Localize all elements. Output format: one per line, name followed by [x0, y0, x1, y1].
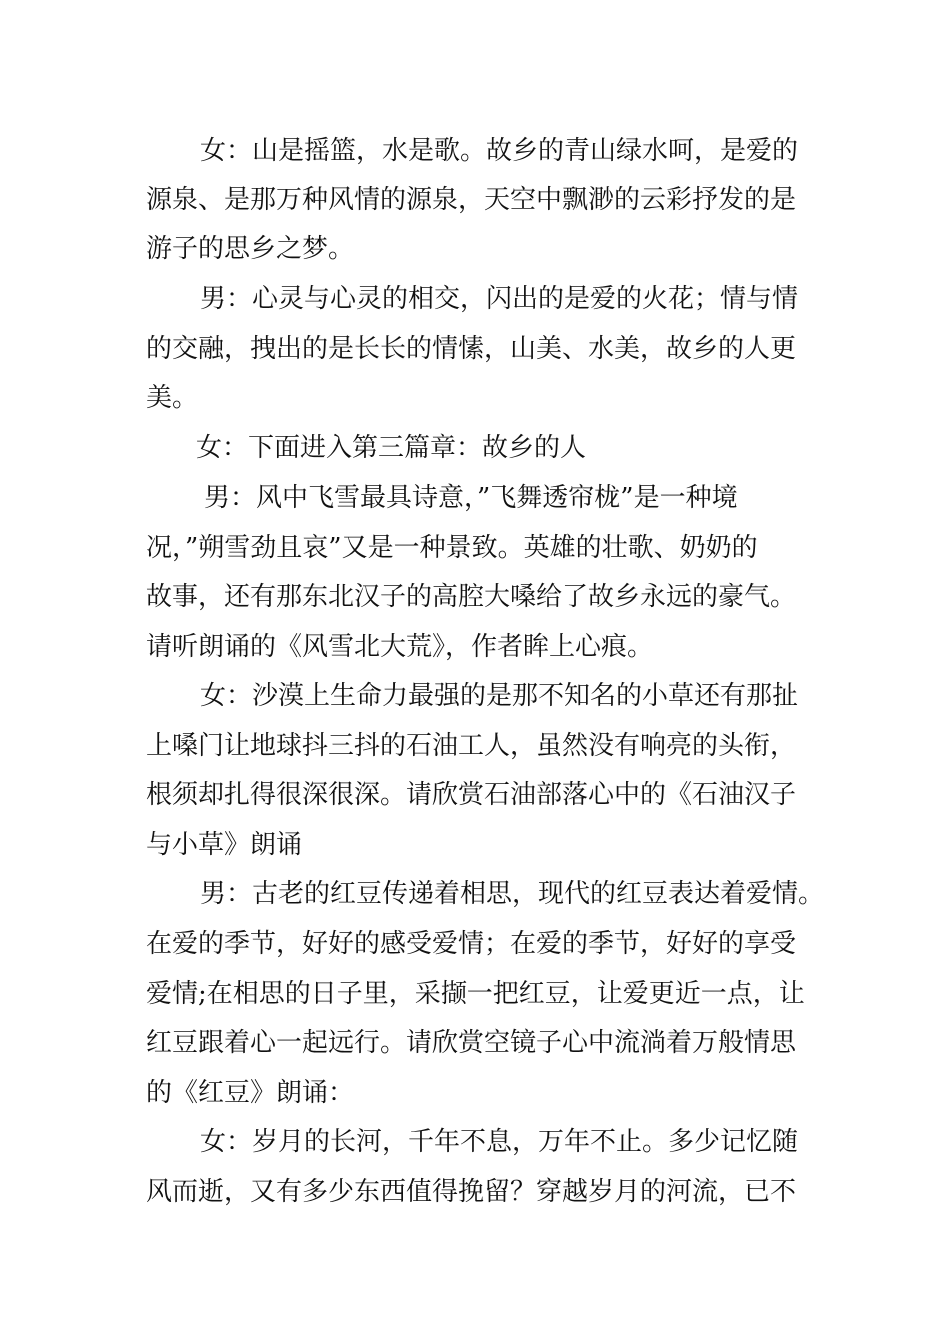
text-line: 上嗓门让地球抖三抖的石油工人，虽然没有响亮的头衔， [146, 731, 797, 761]
text-line: 在爱的季节，好好的感受爱情；在爱的季节，好好的享受 [146, 929, 797, 959]
text-line: 故事，还有那东北汉子的高腔大嗓给了故乡永远的豪气。 [146, 582, 797, 612]
text-line: 况，”朔雪劲且哀”又是一种景致。英雄的壮歌、奶奶的 [146, 533, 758, 563]
text-line: 游子的思乡之梦。 [146, 234, 355, 264]
text-line: 的交融，拽出的是长长的情愫，山美、水美，故乡的人更 [146, 334, 797, 364]
text-line: 红豆跟着心一起远行。请欣赏空镜子心中流淌着万般情思 [146, 1028, 797, 1058]
text-line: 根须却扎得很深很深。请欣赏石油部落心中的《石油汉子 [146, 780, 797, 810]
text-line: 女：山是摇篮，水是歌。故乡的青山绿水呵，是爱的 [200, 136, 799, 166]
text-line: 男：心灵与心灵的相交，闪出的是爱的火花；情与情 [200, 284, 799, 314]
text-line: 与小草》朗诵 [146, 830, 303, 860]
text-line: 请听朗诵的《风雪北大荒》，作者眸上心痕。 [146, 632, 654, 662]
text-line: 男：古老的红豆传递着相思，现代的红豆表达着爱情。 [200, 879, 825, 909]
text-line: 源泉、是那万种风情的源泉，天空中飘渺的云彩抒发的是 [146, 185, 797, 215]
text-line: 女：岁月的长河，千年不息，万年不止。多少记忆随 [200, 1127, 799, 1157]
text-line: 美。 [146, 383, 199, 413]
text-line: 女：下面进入第三篇章：故乡的人 [196, 433, 587, 463]
text-line: 女：沙漠上生命力最强的是那不知名的小草还有那扯 [200, 681, 799, 711]
text-line: 男：风中飞雪最具诗意，”飞舞透帘栊”是一种境 [204, 483, 738, 513]
text-line: 风而逝，又有多少东西值得挽留？穿越岁月的河流，已不 [146, 1177, 797, 1207]
text-line: 爱情;在相思的日子里，采撷一把红豆，让爱更近一点，让 [146, 979, 805, 1009]
text-line: 的《红豆》朗诵： [146, 1078, 355, 1108]
